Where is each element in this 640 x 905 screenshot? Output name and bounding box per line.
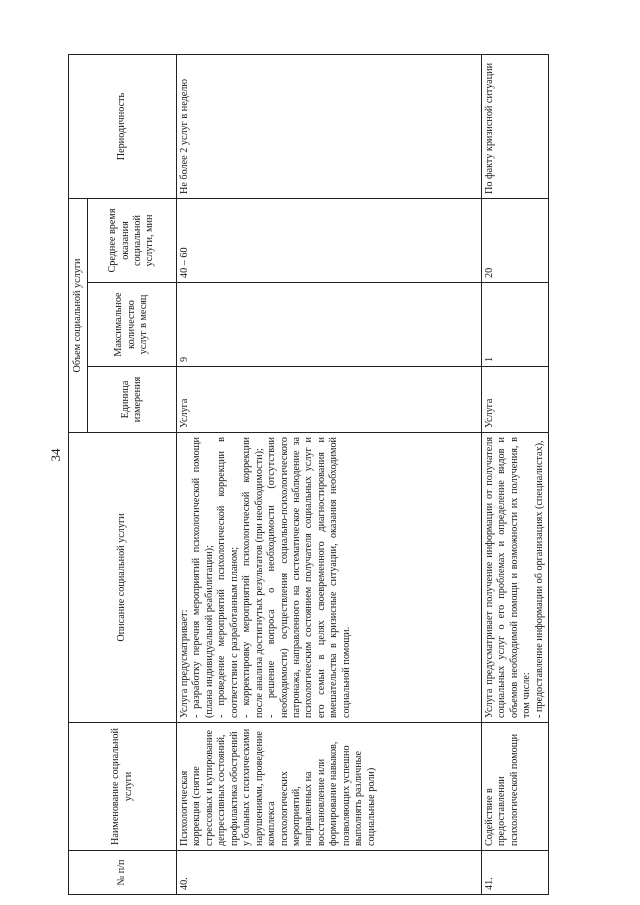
header-frequency: Периодичность <box>69 55 177 199</box>
row-frequency: По факту кризисной ситуации <box>482 55 549 199</box>
header-description: Описание социальной услуги <box>69 433 177 723</box>
header-num: № п/п <box>69 851 177 895</box>
social-services-table <box>68 54 549 895</box>
row-description: Услуга предусматривает: - разработку перечня мероприятий психологической помощи (плана индивидуальной реабилитации); - проведение мероприятий психологической коррекции в соответствии с разработанным планом; - корректировку мероприятий психологической коррекции после анализа достигнутых результатов (при необходимости); - решение вопроса о необходимости (отсутствии необходимости) осуществления социально-психологического патронажа, направленного на систематическое наблюдение за психологическим состоянием получателя социальных услуг и его семьи в целях своевременного диагностирования и вмешательства в кризисные ситуации, оказания необходимой социальной помощи. <box>177 433 482 723</box>
row-max-count: 1 <box>482 283 549 367</box>
header-name: Наименование социальной услуги <box>69 723 177 851</box>
header-row <box>69 55 88 895</box>
header-volume-group: Объем социальной услуги <box>69 199 88 433</box>
table-row <box>177 55 482 895</box>
header-max-count: Максимальное количество услуг в месяц <box>88 283 177 367</box>
row-num: 40. <box>177 851 482 895</box>
row-avg-time: 20 <box>482 199 549 283</box>
row-avg-time: 40 – 60 <box>177 199 482 283</box>
row-unit: Услуга <box>482 367 549 433</box>
header-unit: Единица измерения <box>88 367 177 433</box>
rotated-page <box>68 55 568 895</box>
row-max-count: 9 <box>177 283 482 367</box>
row-num: 41. <box>482 851 549 895</box>
page-number: 34 <box>48 448 63 462</box>
table-row <box>482 55 549 895</box>
row-name: Содействие в предоставлении психологической помощи <box>482 723 549 851</box>
row-name: Психологическая коррекция (снятие стрессовых и купирование депрессивных состояний, профилактика обострений у больных с психическими нарушениями, проведение комплекса психологических мероприятий, направленных на восстановление или формирование навыков, позволяющих успешно выполнять различные социальные роли) <box>177 723 482 851</box>
row-frequency: Не более 2 услуг в неделю <box>177 55 482 199</box>
row-unit: Услуга <box>177 367 482 433</box>
header-avg-time: Среднее время оказания социальной услуги, мин <box>88 199 177 283</box>
row-description: Услуга предусматривает получение информации от получателя социальных услуг о его проблемах и определение видов и объемов необходимой помощи и возможности их получения, в том числе: - предоставление информации об организациях (специалистах), <box>482 433 549 723</box>
